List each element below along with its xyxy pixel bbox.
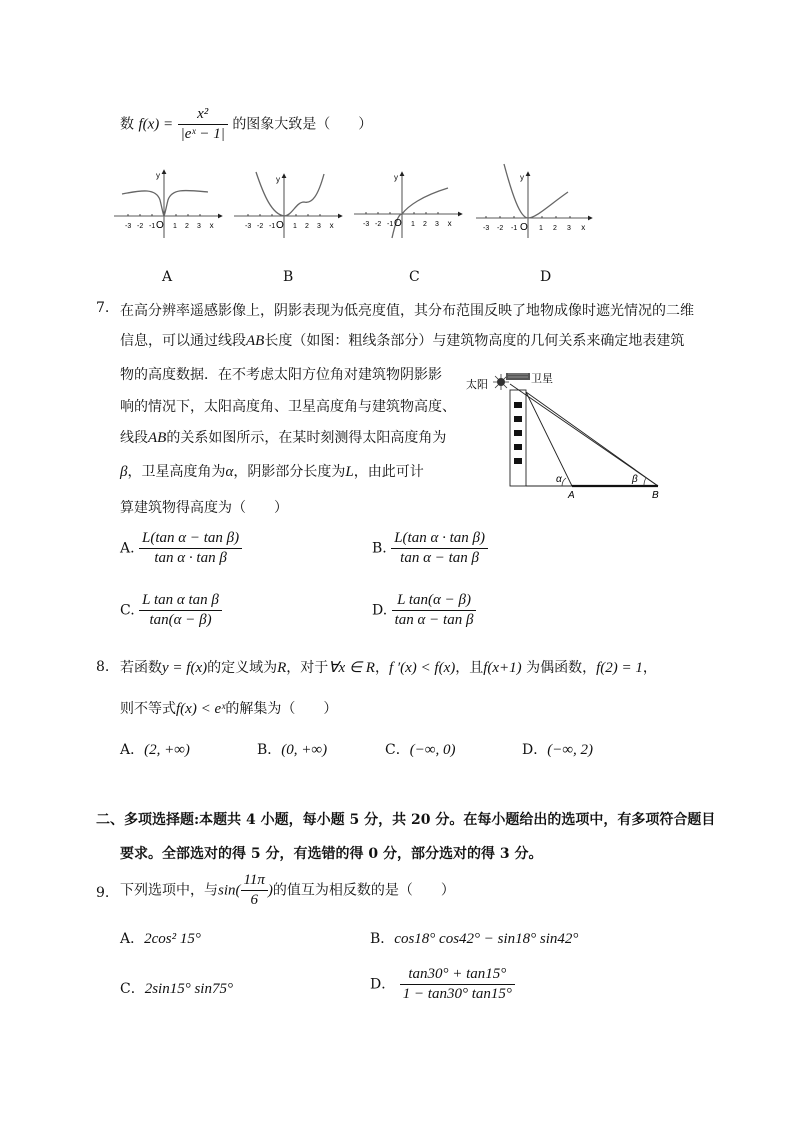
q8-option-a-label: A．	[120, 742, 145, 758]
q8-R: R	[277, 660, 287, 676]
q7-option-c-den: tan(α − β)	[149, 612, 212, 628]
graph-c	[354, 172, 462, 238]
fig-sun-label: 太阳	[466, 379, 488, 391]
q7-option-c-label: C.	[120, 602, 135, 619]
q7-option-a-frac	[139, 530, 242, 567]
q7-line2	[120, 330, 684, 350]
q7-option-d-num: L tan(α − β)	[392, 592, 477, 611]
q8-line1c: ，对于	[286, 660, 329, 676]
q9-sin: sin(	[218, 882, 241, 899]
q8-f2: f(2) = 1	[596, 660, 643, 676]
q6-label-d: D	[540, 269, 552, 285]
q7-line5a: 线段	[120, 430, 148, 446]
q6-num: x²	[178, 106, 228, 125]
graph-d	[476, 164, 592, 238]
q7-ab: AB	[246, 333, 265, 349]
q7-option-c[interactable]	[120, 592, 222, 629]
q7-option-c-frac	[139, 592, 222, 629]
q9-option-d-num: tan30° + tan15°	[400, 966, 515, 985]
tick-label: -2	[375, 221, 382, 228]
tick-label: 1	[411, 221, 415, 228]
q7-option-d-label: D.	[372, 602, 388, 619]
q9-option-c-label: C．	[120, 981, 145, 997]
q9-frac	[241, 872, 268, 909]
q9-stem	[120, 872, 455, 909]
q8-option-b[interactable]	[257, 739, 327, 759]
tick-label: -1	[387, 221, 394, 228]
q7-option-d[interactable]	[372, 592, 476, 629]
q7-option-d-den: tan α − tan β	[394, 612, 474, 628]
q6-den: |eˣ − 1|	[180, 126, 225, 142]
q7-option-b-den: tan α − tan β	[400, 550, 479, 566]
x-axis-label: x	[209, 221, 214, 230]
q7-option-c-num: L tan α tan β	[139, 592, 222, 611]
q7-option-d-frac	[392, 592, 477, 629]
q8-option-d[interactable]	[522, 739, 593, 759]
q9-option-d-den: 1 − tan30° tan15°	[402, 986, 512, 1002]
q8-yfx: y = f(x)	[162, 660, 208, 676]
q7-number: 7.	[96, 300, 110, 316]
tick-label: -3	[125, 223, 132, 230]
tick-label: -3	[245, 223, 252, 230]
q9-option-c-val: 2sin15° sin75°	[144, 981, 233, 997]
q7-ab-2: AB	[148, 430, 167, 446]
q8-line1g: ，	[642, 660, 657, 676]
q6-label-a: A	[162, 269, 173, 285]
q9-pre: 下列选项中，与	[120, 882, 218, 899]
tick-label: O	[276, 220, 284, 231]
q8-option-b-val: (0, +∞)	[281, 742, 328, 758]
q6-label-b: B	[283, 269, 294, 285]
q7-line4: 响的情况下，太阳高度角、卫星高度角与建筑物高度、	[120, 399, 456, 415]
q9-num: 11π	[241, 872, 268, 891]
x-axis-label: x	[329, 221, 334, 230]
q9-close: )	[267, 882, 273, 899]
q8-option-c-label: C．	[385, 742, 410, 758]
q7-L: L	[345, 464, 354, 480]
tick-label: 3	[567, 225, 571, 232]
q7-line5	[120, 427, 446, 447]
q6-pre: 数	[120, 116, 134, 133]
tick-label: -1	[269, 223, 276, 230]
q8-option-d-label: D．	[522, 742, 548, 758]
q7-option-b-num: L(tan α · tan β)	[391, 530, 488, 549]
q6-func: f(x) =	[138, 116, 174, 133]
q7-option-b[interactable]	[372, 530, 488, 567]
q9-option-a[interactable]	[120, 928, 201, 948]
tick-label: O	[394, 218, 402, 229]
q6-graphs	[112, 160, 612, 240]
q7-option-a-den: tan α · tan β	[154, 550, 227, 566]
q8-forall: ∀x ∈ R	[328, 660, 375, 676]
q7-line7: 算建筑物得高度为（ ）	[120, 500, 288, 516]
tick-label: 3	[317, 223, 321, 230]
q8-number: 8.	[96, 659, 110, 675]
q9-option-d-label: D．	[370, 976, 396, 993]
q8-line1d: ，	[374, 660, 389, 676]
q6-label-c: C	[409, 269, 420, 285]
q8-line2	[120, 698, 337, 718]
q9-option-a-val: 2cos² 15°	[144, 931, 201, 947]
q9-option-b-val: cos18° cos42° − sin18° sin42°	[394, 931, 579, 947]
q7-figure	[462, 368, 672, 504]
q7-line5b: 的关系如图所示，在某时刻测得太阳高度角为	[166, 430, 447, 446]
q8-deriv: f ′(x) < f(x)	[388, 660, 456, 676]
tick-label: 2	[185, 223, 189, 230]
y-axis-label: y	[156, 171, 160, 180]
q7-line2a: 信息，可以通过线段	[120, 333, 246, 349]
tick-label: -1	[149, 223, 156, 230]
q8-ineq: f(x) < eˣ	[176, 701, 226, 717]
tick-label: -2	[137, 223, 144, 230]
q7-line6	[120, 461, 424, 481]
q7-option-a-label: A.	[120, 540, 135, 557]
tick-label: 1	[173, 223, 177, 230]
q6-stem	[120, 106, 372, 143]
q8-line1f: 为偶函数，	[526, 660, 597, 676]
q7-line6c: ，阴影部分长度为	[233, 464, 346, 480]
q9-option-c[interactable]	[120, 978, 233, 998]
q8-option-c-val: (−∞, 0)	[409, 742, 456, 758]
tick-label: 2	[305, 223, 309, 230]
q8-line1b: 的定义域为	[207, 660, 278, 676]
q8-option-d-val: (−∞, 2)	[547, 742, 594, 758]
section2-line2: 要求。全部选对的得 5 分，有选错的得 0 分，部分选对的得 3 分。	[120, 846, 543, 862]
tick-label: O	[520, 222, 528, 233]
fig-alpha: α	[556, 474, 562, 485]
section2-line1: 二、多项选择题:本题共 4 小题，每小题 5 分，共 20 分。在每小题给出的选项中，有多项符合题目	[96, 812, 716, 828]
y-axis-label: y	[394, 173, 398, 182]
q7-option-b-label: B.	[372, 540, 387, 557]
q8-option-a[interactable]	[120, 739, 190, 759]
x-axis-label: x	[581, 223, 586, 232]
tick-label: -3	[483, 225, 490, 232]
tick-label: 3	[435, 221, 439, 228]
q9-den: 6	[250, 892, 258, 908]
q7-option-a-num: L(tan α − tan β)	[139, 530, 242, 549]
fig-sat-label: 卫星	[531, 373, 553, 385]
q7-line6d: ，由此可计	[353, 464, 424, 480]
q7-option-b-frac	[391, 530, 488, 567]
tick-label: 1	[539, 225, 543, 232]
q9-number: 9.	[96, 885, 110, 901]
q7-line3: 物的高度数据．在不考虑太阳方位角对建筑物阴影影	[120, 367, 442, 383]
q9-option-a-label: A．	[120, 931, 145, 947]
q8-line2a: 则不等式	[120, 701, 176, 717]
y-axis-label: y	[520, 173, 524, 182]
q9-option-d-frac	[400, 966, 515, 1003]
q8-line1a: 若函数	[120, 660, 162, 676]
tick-label: 2	[553, 225, 557, 232]
tick-label: 2	[423, 221, 427, 228]
q8-line2b: 的解集为（ ）	[225, 701, 338, 717]
y-axis-label: y	[276, 175, 280, 184]
q7-option-a[interactable]	[120, 530, 242, 567]
q9-option-b[interactable]	[370, 928, 578, 948]
tick-label: -3	[363, 221, 370, 228]
satellite-icon	[506, 373, 530, 380]
q8-option-b-label: B．	[257, 742, 282, 758]
q7-line6b: ，卫星高度角为	[127, 464, 226, 480]
q7-line2b: 长度（如图：粗线条部分）与建筑物高度的几何关系来确定地表建筑	[264, 333, 685, 349]
q8-line1e: ，且	[455, 660, 484, 676]
q7-beta: β	[120, 464, 128, 480]
fig-point-b: B	[652, 490, 659, 501]
q7-line1: 在高分辨率遥感影像上，阴影表现为低亮度值，其分布范围反映了地物成像时遮光情况的二维	[120, 303, 694, 319]
q7-alpha: α	[225, 464, 234, 480]
q9-option-b-label: B．	[370, 931, 395, 947]
fig-point-a: A	[568, 490, 575, 501]
tick-label: -2	[497, 225, 504, 232]
q8-fx1: f(x+1)	[483, 660, 522, 676]
tick-label: 1	[293, 223, 297, 230]
fig-beta: β	[632, 474, 638, 485]
q8-option-a-val: (2, +∞)	[144, 742, 190, 758]
q9-option-d[interactable]	[370, 966, 515, 1003]
q6-fraction	[178, 106, 228, 143]
q9-post: 的值互为相反数的是（ ）	[272, 882, 455, 899]
tick-label: -1	[511, 225, 518, 232]
q6-post: 的图象大致是（ ）	[232, 116, 373, 133]
tick-label: O	[156, 220, 164, 231]
tick-label: -2	[257, 223, 264, 230]
tick-label: 3	[197, 223, 201, 230]
q8-line1	[120, 657, 657, 677]
q8-option-c[interactable]	[385, 739, 456, 759]
x-axis-label: x	[447, 219, 452, 228]
